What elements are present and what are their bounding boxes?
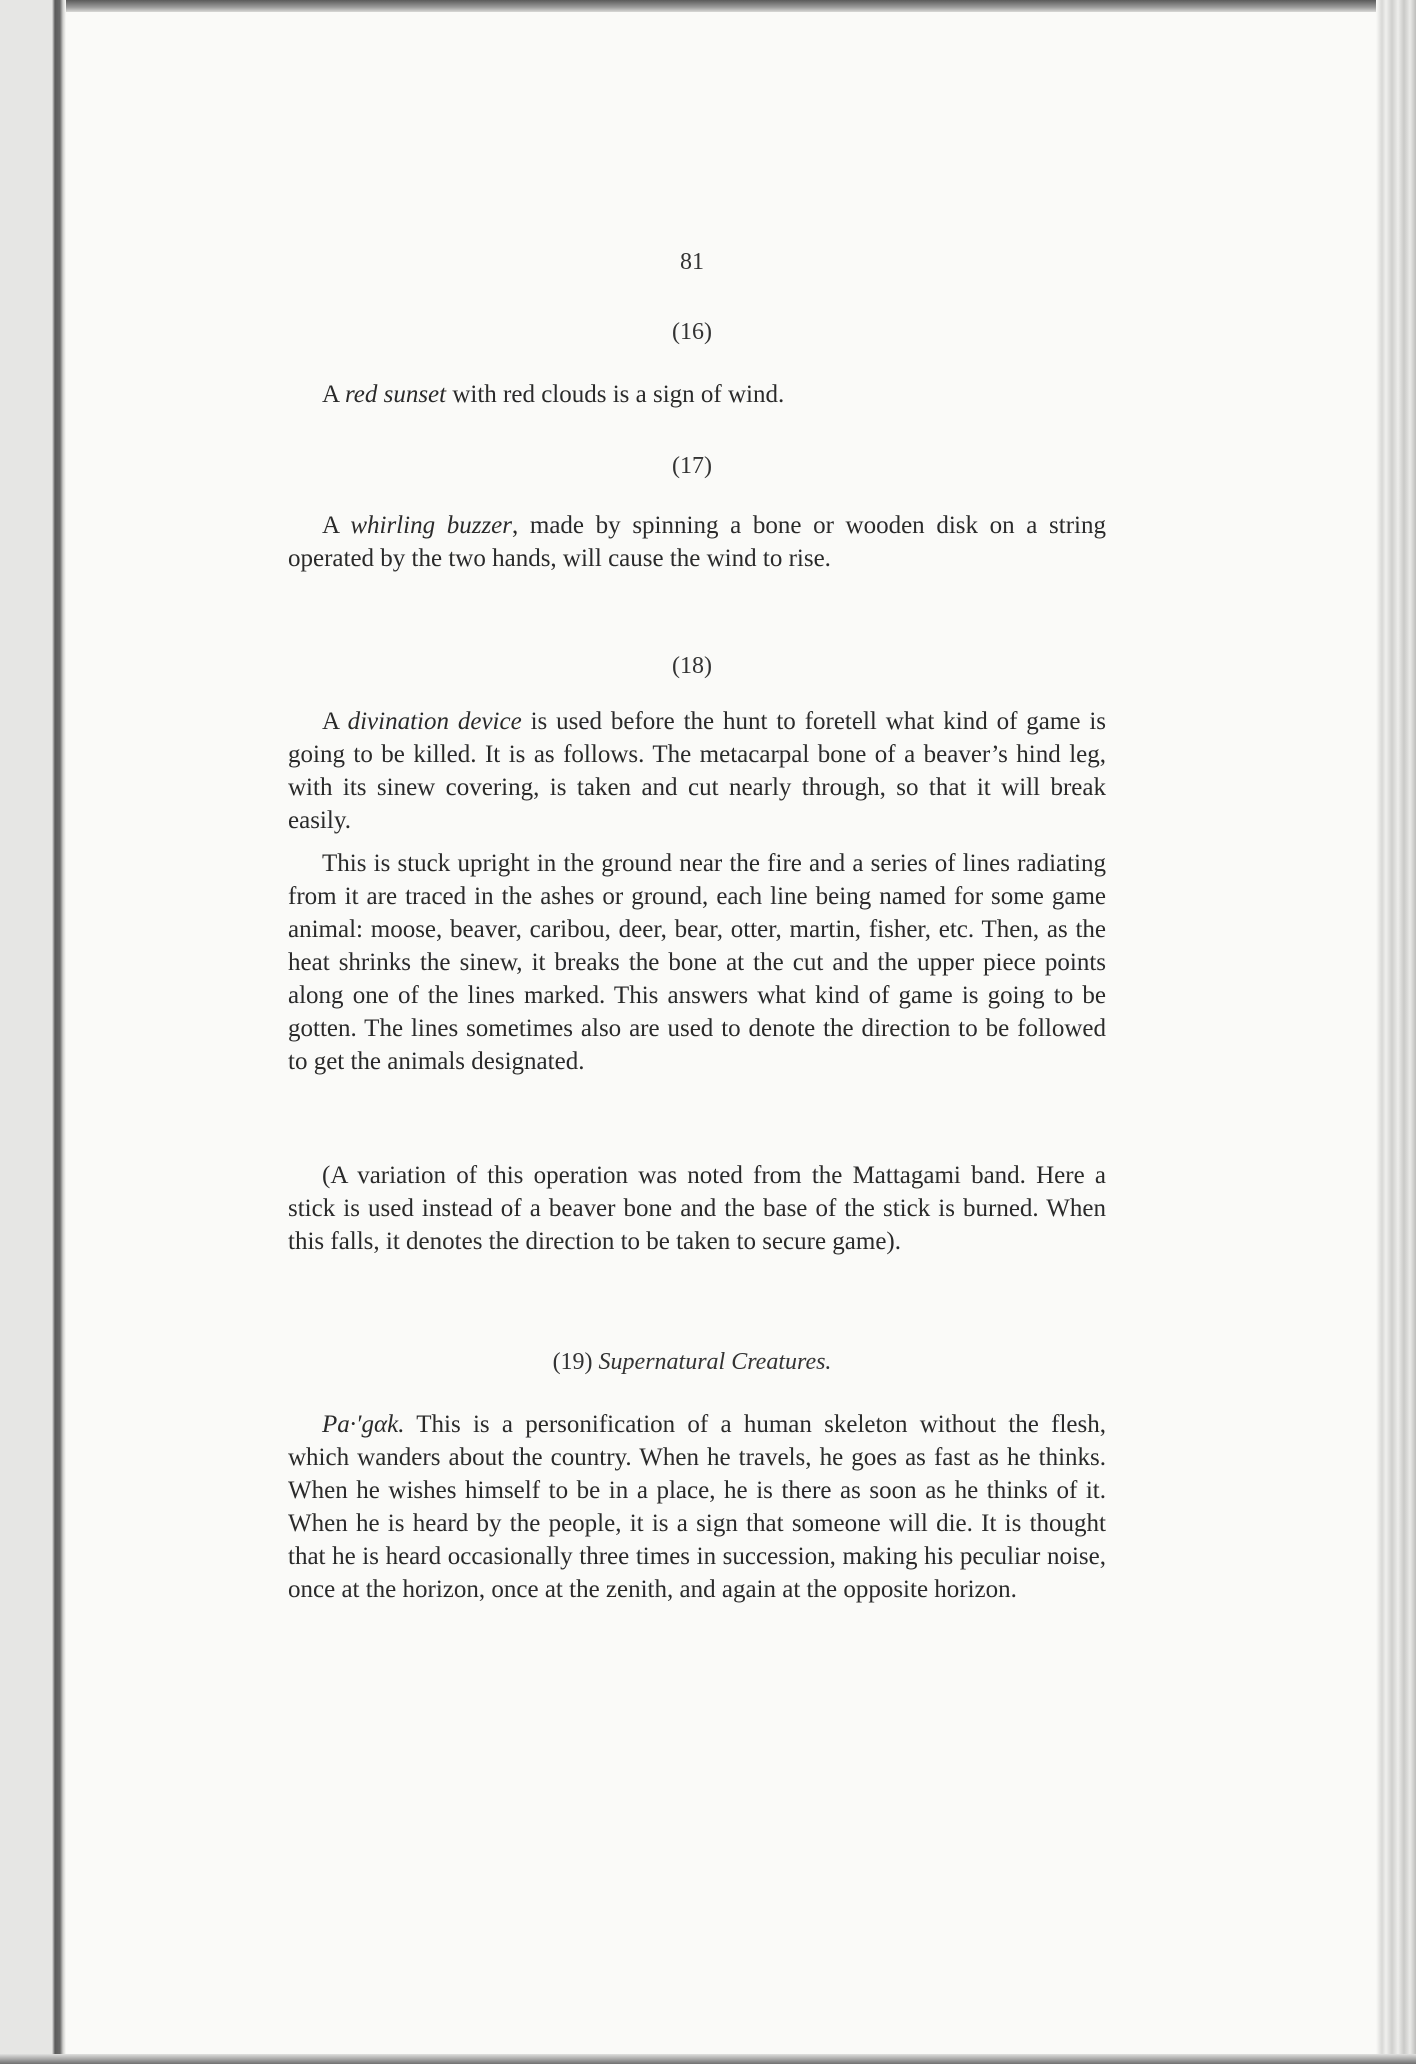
book-binding-edge [0, 0, 66, 2064]
italic-term: Pa·′gαk. [322, 1411, 405, 1438]
italic-term: red sunset [344, 381, 447, 408]
section-19-paragraph [288, 1408, 1106, 1606]
section-16-number: (16) [672, 319, 712, 345]
scan-top-edge [0, 0, 1416, 12]
paragraph-lead: A [322, 381, 345, 408]
italic-term: divination device [347, 708, 522, 735]
section-18-paragraph-1 [288, 705, 1106, 837]
section-19-title: Supernatural Creatures. [598, 1349, 832, 1375]
scan-bottom-edge [0, 2054, 1416, 2064]
paragraph-lead: A [322, 708, 348, 735]
page-number: 81 [680, 249, 704, 275]
paragraph-text: This is a personification of a human skeleton without the flesh, which wanders about the country. When he travels, he goes as fast as he thinks. When he wishes himself to be in a place, he is there as soon as he thinks of it. When he is heard by the people, it is a sign that someone will die. It is thought that he is heard occasionally three times in succession, making his peculiar noise, once at the horizon, once at the zenith, and again at the opposite horizon. [288, 1411, 1106, 1603]
paragraph-lead: A [322, 512, 351, 539]
section-18-number: (18) [672, 653, 712, 679]
page-stack-edge [1376, 0, 1416, 2064]
section-17-paragraph [288, 509, 1106, 575]
paragraph-text: , made by spinning a bone or wooden disk on a string operated by the two hands, will cause the wind to rise. [288, 512, 1106, 572]
italic-term: whirling buzzer [350, 512, 512, 539]
section-19-number: (19) [552, 1349, 593, 1375]
section-16-paragraph [288, 378, 1106, 411]
paragraph-text: with red clouds is a sign of wind. [446, 381, 785, 408]
paragraph-text: is used before the hunt to foretell what kind of game is going to be killed. It is as follows. The metacarpal bone of a beaver’s hind leg, with its sinew covering, is taken and cut nearly through, so that it will break easily. [288, 708, 1106, 834]
section-18-paragraph-2: This is stuck upright in the ground near the fire and a series of lines radiating from it are traced in the ashes or ground, each line being named for some game animal: moose, beaver, caribou, deer, bear, otter, martin, fisher, etc. Then, as the heat shrinks the sinew, it breaks the bone at the cut and the upper piece points along one of the lines marked. This answers what kind of game is going to be gotten. The lines sometimes also are used to denote the direction to be followed to get the animals designated. [288, 850, 1106, 1075]
section-18-paragraph-3: (A variation of this operation was noted from the Mattagami band. Here a stick is used instead of a beaver bone and the base of the stick is burned. When this falls, it denotes the direction to be taken to secure game). [288, 1162, 1106, 1255]
section-17-number: (17) [672, 453, 712, 479]
section-19-heading [288, 1346, 1096, 1379]
